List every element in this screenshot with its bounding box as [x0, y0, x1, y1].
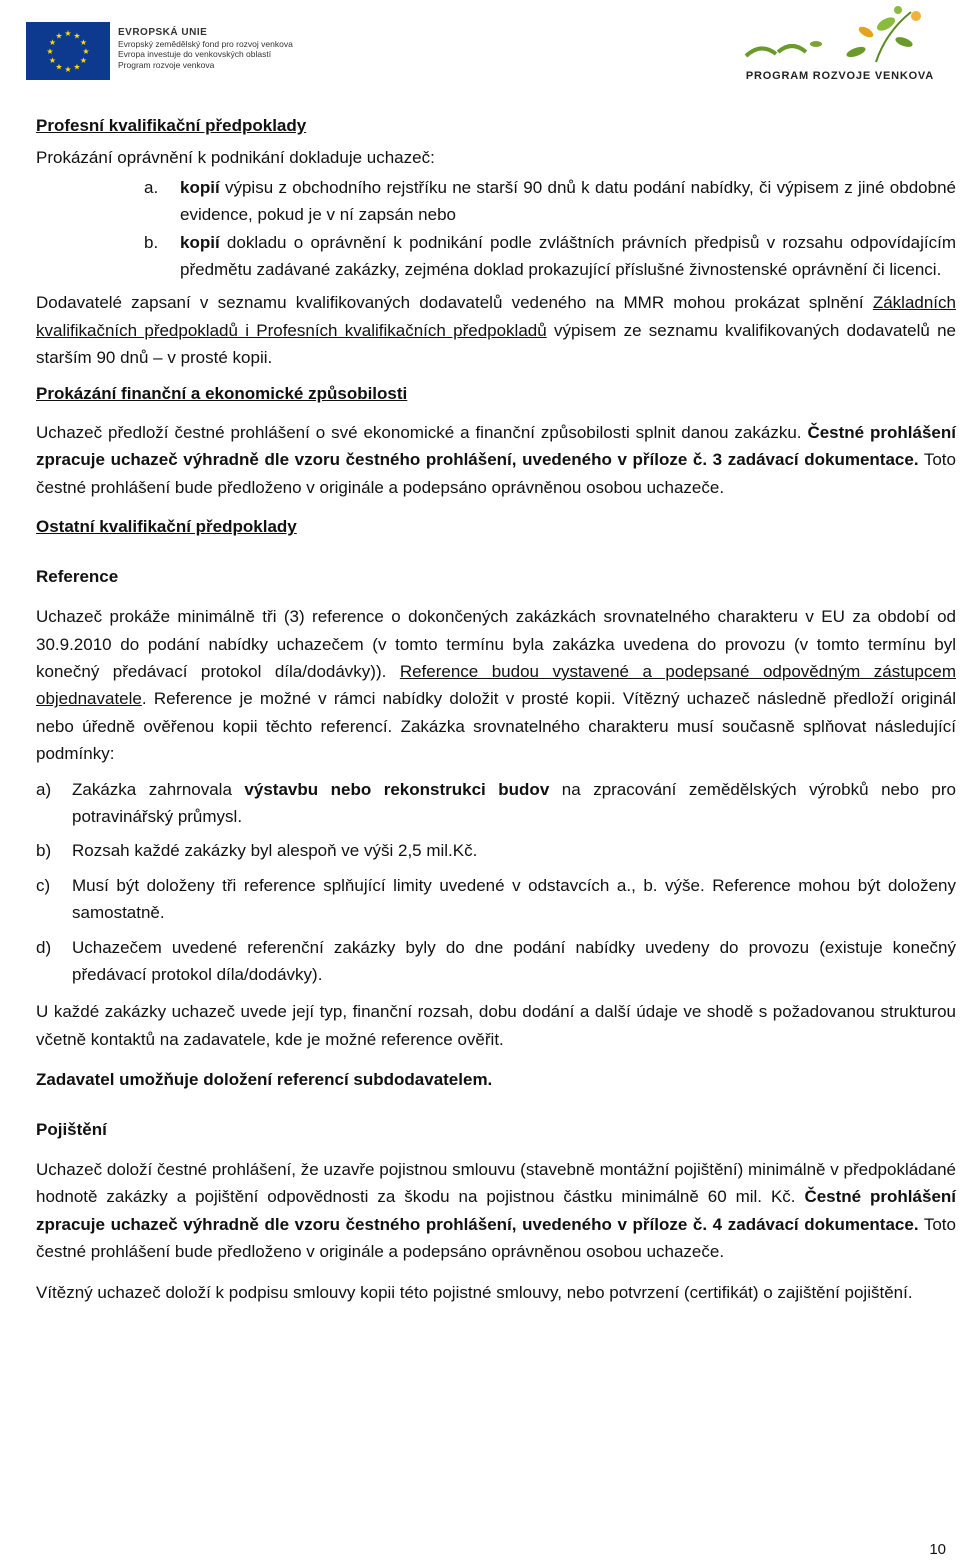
list-text: dokladu o oprávnění k podnikání podle zvláštních právních předpisů v rozsahu odpovídajícím předmětu zadávané zakázky, zejména doklad prokazující příslušné živnostenské oprávnění či licenci. [180, 232, 956, 280]
list-text: Zakázka zahrnovala [72, 779, 245, 799]
list-ad [36, 776, 956, 989]
list-marker: c) [36, 875, 51, 895]
list-marker: b. [144, 232, 159, 252]
eu-fund-caption [118, 28, 293, 70]
page-number: 10 [929, 1541, 946, 1558]
svg-text:★: ★ [82, 47, 90, 56]
svg-text:★: ★ [73, 62, 81, 72]
paragraph [36, 603, 956, 767]
text: Dodavatelé zapsaní v seznamu kvalifikovaných dodavatelů vedeného na MMR mohou prokázat splnění [36, 293, 873, 313]
paragraph-bold: Zadavatel umožňuje doložení referencí subdodavatelem. [36, 1070, 493, 1090]
svg-text:★: ★ [79, 56, 88, 65]
eu-line: EVROPSKÁ UNIE [118, 27, 208, 38]
eu-flag-logo [26, 22, 110, 80]
text: výpisem ze seznamu kvalifikovaných dodavatelů ne starším 90 dnů – v prosté kopii. [36, 320, 956, 368]
list-bold: kopií [180, 177, 220, 197]
eu-line: Evropský zemědělský fond pro rozvoj venkova [118, 38, 293, 49]
text: Toto čestné prohlášení bude předloženo v originále a podepsáno oprávněnou osobou uchazeče. [36, 1214, 956, 1262]
list-marker: d) [36, 937, 52, 957]
bold-text: Čestné prohlášení zpracuje uchazeč výhradně dle vzoru čestného prohlášení, uvedeného v příloze č. 3 zadávací dokumentace. [36, 423, 956, 470]
list-marker: a. [144, 177, 159, 197]
list-item [36, 229, 956, 284]
text: Uchazeč doloží čestné prohlášení, že uzavře pojistnou smlouvu (stavebně montážní pojištění) minimálně v předpokládané hodnotě zakázky a pojištění odpovědnosti za škodu na pojistnou částku minimálně 60 mil. Kč. [36, 1160, 956, 1207]
list-text: výpisu z obchodního rejstříku ne starší 90 dnů k datu podání nabídky, či výpisem z jiné obdobné evidence, pokud je v ní zapsán nebo [180, 177, 956, 225]
svg-text:★: ★ [73, 31, 81, 41]
text: Uchazeč prokáže minimálně tři (3) reference o dokončených zakázkách srovnatelného charakteru v EU za období od 30.9.2010 do podání nabídky uchazečem (v tomto termínu byla zakázka uvedena do provozu (v tomto termínu byl konečný předávací protokol díla/dodávky)). [36, 607, 956, 681]
list-text: na zpracování zemědělských výrobků nebo pro potravinářský průmysl. [72, 779, 956, 826]
underlined-text: Základních kvalifikačních předpokladů i Profesních kvalifikačních předpokladů [36, 293, 956, 340]
list-text: Musí být doloženy tři reference splňující limity uvedené v odstavcích a., b. výše. Reference mohou být doloženy samostatně. [72, 875, 956, 923]
svg-text:★: ★ [48, 38, 57, 47]
paragraph: Prokázání oprávnění k podnikání dokladuje uchazeč: [36, 148, 435, 168]
paragraph [36, 1156, 956, 1266]
text: . Reference je možné v rámci nabídky doložit v prosté kopii. Vítězný uchazeč následně předloží originál nebo úředně ověřenou kopii těchto referencí. Zakázka srovnatelného charakteru musí současně splňovat následující podmínky: [36, 689, 956, 764]
paragraph [36, 419, 956, 501]
list-item [36, 934, 956, 989]
eu-line: Evropa investuje do venkovských oblastí [118, 49, 272, 59]
svg-text:★: ★ [55, 31, 63, 41]
paragraph [36, 289, 956, 371]
text: Toto čestné prohlášení bude předloženo v originále a podepsáno oprávněnou osobou uchazeče. [36, 450, 956, 497]
eu-line: Program rozvoje venkova [118, 59, 215, 70]
list-text: Uchazečem uvedené referenční zakázky byly do dne podání nabídky uvedeny do provozu (existuje konečný předávací protokol díla/dodávky). [72, 937, 956, 984]
svg-text:★: ★ [55, 62, 63, 72]
subheading-pojisteni: Pojištění [36, 1119, 107, 1139]
program-title: PROGRAM ROZVOJE VENKOVA [745, 70, 934, 82]
list-marker: b) [36, 841, 52, 861]
list-text: Rozsah každé zakázky byl alespoň ve výši 2,5 mil.Kč. [72, 841, 478, 861]
heading-ostatni-predpoklady: Ostatní kvalifikační předpoklady [36, 517, 297, 537]
list-item [36, 872, 956, 927]
svg-text:★: ★ [79, 38, 88, 47]
document-body [36, 112, 956, 1306]
paragraph: U každé zakázky uchazeč uvede její typ, finanční rozsah, dobu dodání a další údaje ve shodě s požadovanou strukturou včetně kontaktů na zadavatele, kde je možné reference ověřit. [36, 1002, 956, 1049]
heading-financni-zpusobilost: Prokázání finanční a ekonomické způsobilosti [36, 383, 408, 403]
svg-text:★: ★ [48, 56, 57, 65]
list-bold: výstavbu nebo rekonstrukci budov [244, 779, 550, 799]
list-bold: kopií [180, 232, 220, 252]
svg-text:★: ★ [64, 29, 72, 38]
paragraph: Vítězný uchazeč doloží k podpisu smlouvy kopii této pojistné smlouvy, nebo potvrzení (certifikát) o zajištění pojištění. [36, 1282, 913, 1302]
list-item [36, 837, 956, 864]
svg-text:★: ★ [46, 47, 54, 56]
list-item [36, 776, 956, 831]
subheading-reference: Reference [36, 566, 119, 586]
underlined-text: Reference budou vystavené a podepsané odpovědným zástupcem objednavatele [36, 661, 956, 709]
list-ab [36, 174, 956, 284]
list-marker: a) [36, 779, 52, 799]
text: Uchazeč předloží čestné prohlášení o své ekonomické a finanční způsobilosti splnit danou zakázku. [36, 423, 808, 443]
heading-profesni-predpoklady: Profesní kvalifikační předpoklady [36, 116, 307, 135]
bold-text: Čestné prohlášení zpracuje uchazeč výhradně dle vzoru čestného prohlášení, uvedeného v příloze č. 4 zadávací dokumentace. [36, 1187, 957, 1234]
svg-text:★: ★ [64, 65, 72, 74]
list-item [36, 174, 956, 229]
